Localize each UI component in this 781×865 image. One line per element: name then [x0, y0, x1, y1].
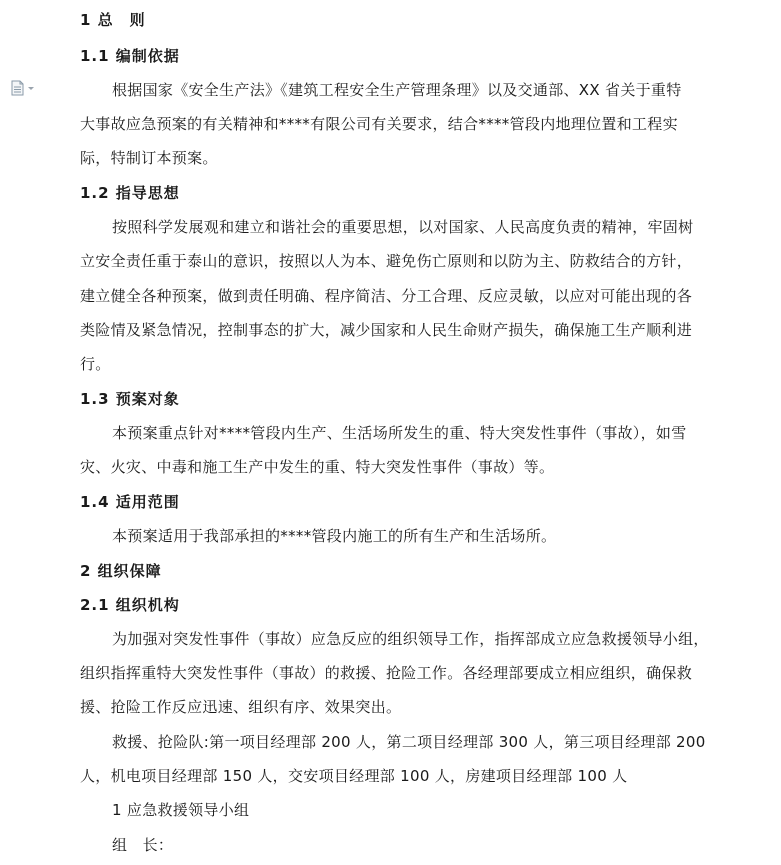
- subsection-heading-1-1: 1.1 编制依据: [80, 47, 180, 65]
- paragraph-line: 灾、火灾、中毒和施工生产中发生的重、特大突发性事件（事故）等。: [80, 458, 555, 476]
- list-item: 1 应急救援领导小组: [112, 801, 250, 819]
- paragraph-line: 人，机电项目经理部 150 人，交安项目经理部 100 人，房建项目经理部 100 人: [80, 767, 628, 785]
- paragraph-line: 组织指挥重特大突发性事件（事故）的救援、抢险工作。各经理部要成立相应组织，确保救: [80, 664, 693, 682]
- paragraph-line: 际，特制订本预案。: [80, 149, 218, 167]
- paragraph-line: 按照科学发展观和建立和谐社会的重要思想，以对国家、人民高度负责的精神，牢固树: [112, 218, 694, 236]
- paragraph-line: 援、抢险工作反应迅速、组织有序、效果突出。: [80, 698, 402, 716]
- paragraph-line: 本预案适用于我部承担的****管段内施工的所有生产和生活场所。: [112, 527, 557, 545]
- paragraph-line: 本预案重点针对****管段内生产、生活场所发生的重、特大突发性事件（事故），如雪: [112, 424, 687, 442]
- subsection-heading-1-2: 1.2 指导思想: [80, 184, 180, 202]
- paragraph-line: 救援、抢险队:第一项目经理部 200 人，第二项目经理部 300 人，第三项目经理部 200: [112, 733, 706, 751]
- section-heading-2: 2 组织保障: [80, 562, 162, 580]
- subsection-heading-1-4: 1.4 适用范围: [80, 493, 180, 511]
- list-item: 组 长：: [112, 836, 174, 854]
- document-outline-icon[interactable]: [10, 80, 40, 96]
- paragraph-line: 立安全责任重于泰山的意识，按照以人为本、避免伤亡原则和以防为主、防救结合的方针，: [80, 252, 693, 270]
- paragraph-line: 为加强对突发性事件（事故）应急反应的组织领导工作，指挥部成立应急救援领导小组，: [112, 630, 709, 648]
- section-heading-1: 1 总 则: [80, 11, 146, 29]
- paragraph-line: 行。: [80, 355, 111, 373]
- subsection-heading-2-1: 2.1 组织机构: [80, 596, 180, 614]
- paragraph-line: 类险情及紧急情况，控制事态的扩大，减少国家和人民生命财产损失，确保施工生产顺利进: [80, 321, 693, 339]
- paragraph-line: 根据国家《安全生产法》《建筑工程安全生产管理条理》以及交通部、XX 省关于重特: [112, 81, 682, 99]
- paragraph-line: 大事故应急预案的有关精神和****有限公司有关要求，结合****管段内地理位置和工程实: [80, 115, 678, 133]
- paragraph-line: 建立健全各种预案，做到责任明确、程序简洁、分工合理、反应灵敏，以应对可能出现的各: [80, 287, 693, 305]
- subsection-heading-1-3: 1.3 预案对象: [80, 390, 180, 408]
